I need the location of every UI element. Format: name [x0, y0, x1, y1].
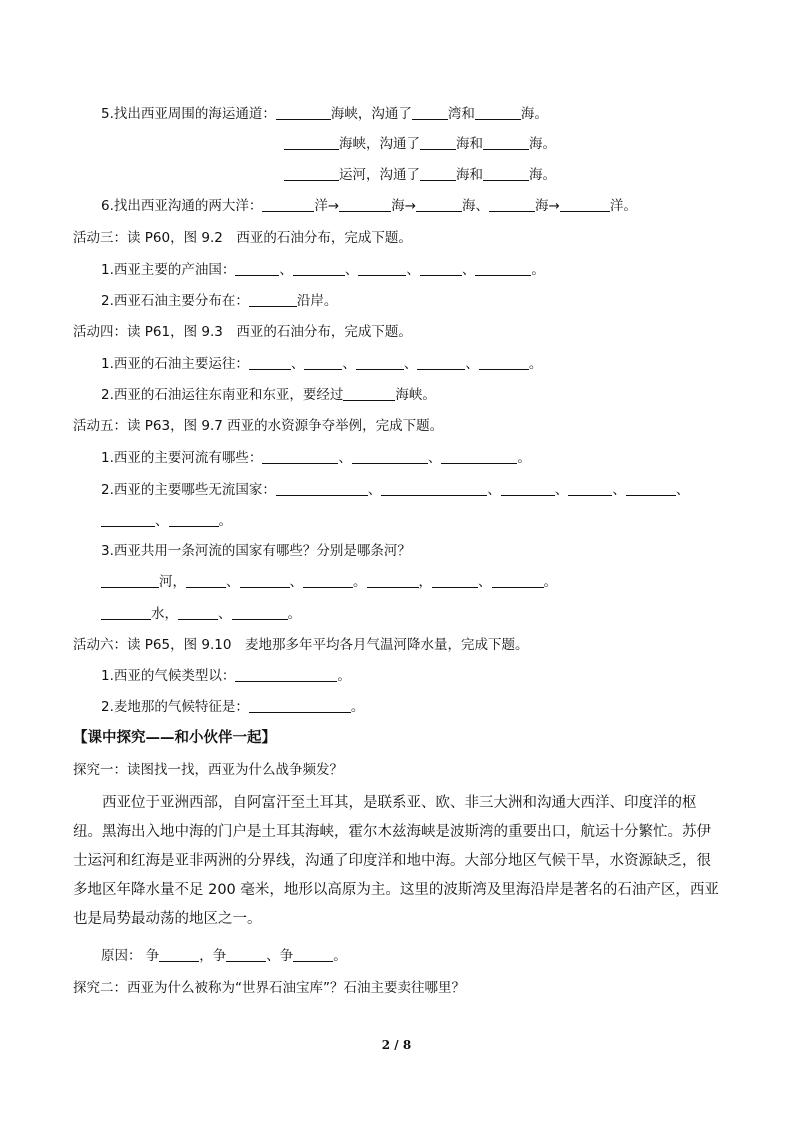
line-text: 、	[612, 482, 626, 498]
line-text: 海。	[529, 167, 556, 183]
line-text: 。	[528, 356, 543, 372]
line-text: 海→	[535, 198, 560, 214]
line-text: 、	[465, 356, 479, 372]
answer-blank[interactable]	[293, 947, 333, 962]
answer-blank[interactable]	[249, 355, 291, 370]
answer-blank[interactable]	[249, 698, 351, 713]
line-text: 河，	[159, 574, 186, 590]
answer-blank[interactable]	[101, 512, 155, 527]
line-text: 。	[531, 262, 545, 278]
line-text: 湾和	[447, 106, 475, 122]
answer-blank[interactable]	[416, 197, 462, 212]
line-text: 2.西亚的主要哪些无流国家：	[101, 482, 276, 498]
answer-blank[interactable]	[101, 605, 151, 620]
line-text: 、	[554, 482, 569, 498]
line-text: 、	[403, 356, 418, 372]
answer-blank[interactable]	[235, 667, 337, 682]
line-text: 洋。	[609, 198, 637, 214]
line-text: 、	[461, 262, 476, 278]
answer-blank[interactable]	[240, 573, 290, 588]
answer-blank[interactable]	[262, 197, 314, 212]
line-text: 3.西亚共用一条河流的国家有哪些？分别是哪条河？	[101, 543, 411, 559]
line-text: 2.麦地那的气候特征是：	[101, 699, 249, 715]
line-text: 。	[333, 948, 347, 964]
activity-5-heading	[73, 416, 443, 436]
line-text: 、争	[266, 948, 294, 964]
activity-4-heading	[73, 322, 412, 342]
line-text: 海峡，沟通了	[330, 106, 412, 122]
line-text: 、	[344, 262, 359, 278]
answer-blank[interactable]	[343, 386, 395, 401]
answer-blank[interactable]	[483, 166, 529, 181]
answer-blank[interactable]	[276, 481, 368, 496]
line-text: 1.西亚主要的产油国：	[101, 262, 236, 278]
line-text: 5.找出西亚周围的海运通道：	[101, 106, 276, 122]
answer-blank[interactable]	[420, 135, 456, 150]
answer-blank[interactable]	[249, 292, 297, 307]
line-text: 活动四：读 P61，图 9.3 西亚的石油分布，完成下题。	[73, 324, 412, 340]
answer-blank[interactable]	[568, 481, 612, 496]
answer-blank[interactable]	[226, 947, 266, 962]
answer-blank[interactable]	[178, 605, 218, 620]
activity-4-q1	[101, 354, 542, 374]
line-text: 、	[155, 513, 169, 529]
explore-1-reason	[101, 946, 347, 966]
line-text: 洋→	[314, 198, 340, 214]
answer-blank[interactable]	[367, 573, 419, 588]
line-text: 海和	[456, 136, 483, 152]
line-text: ，	[418, 574, 432, 590]
line-text: 水，	[151, 606, 178, 622]
line-text: 。	[287, 606, 301, 622]
answer-blank[interactable]	[489, 197, 535, 212]
line-text: 、	[406, 262, 420, 278]
line-text: 活动三：读 P60，图 9.2 西亚的石油分布，完成下题。	[73, 230, 412, 246]
line-text: 、	[290, 356, 305, 372]
answer-blank[interactable]	[276, 105, 331, 120]
answer-blank[interactable]	[235, 261, 279, 276]
line-text: 海和	[456, 167, 483, 183]
answer-blank[interactable]	[159, 947, 199, 962]
line-text: 。	[218, 513, 232, 529]
line-text: 、	[279, 262, 293, 278]
line-text: 、	[226, 574, 240, 590]
line-text: 海。	[529, 136, 556, 152]
answer-blank[interactable]	[304, 355, 342, 370]
answer-blank[interactable]	[169, 512, 219, 527]
section-heading-explore	[73, 728, 276, 748]
q5-sea-routes-row2	[284, 134, 556, 154]
answer-blank[interactable]	[186, 573, 226, 588]
answer-blank[interactable]	[479, 355, 529, 370]
answer-blank[interactable]	[626, 481, 676, 496]
page-number: 2 / 8	[381, 1038, 412, 1052]
activity-5-q1	[101, 448, 531, 468]
answer-blank[interactable]	[352, 449, 428, 464]
activity-5-q2-cont	[101, 511, 232, 531]
explore-1-heading	[73, 760, 343, 780]
line-text: 、	[487, 482, 501, 498]
line-text: 。	[350, 699, 365, 715]
line-text: 原因： 争	[101, 948, 160, 964]
line-text: 1.西亚的气候类型以：	[101, 668, 236, 684]
line-text: 沿岸。	[296, 293, 338, 309]
line-text: 、	[342, 356, 356, 372]
line-text: 。	[337, 668, 351, 684]
line-text: 2.西亚的石油运往东南亚和东亚，要经过	[101, 387, 344, 403]
answer-blank[interactable]	[293, 261, 345, 276]
line-text: 、	[675, 482, 690, 498]
activity-5-q2	[101, 480, 689, 500]
answer-blank[interactable]	[420, 261, 462, 276]
line-text: 探究二：西亚为什么被称为“世界石油宝库”？石油主要卖往哪里？	[73, 980, 465, 996]
line-text: 、	[367, 482, 382, 498]
line-text: 、	[427, 450, 442, 466]
line-text: 海→	[391, 198, 417, 214]
activity-3-heading	[73, 228, 412, 248]
answer-blank[interactable]	[101, 573, 159, 588]
activity-3-q1	[101, 260, 545, 280]
line-text: 探究一：读图找一找，西亚为什么战争频发？	[73, 762, 343, 778]
answer-blank[interactable]	[417, 355, 465, 370]
explore-1-paragraph: 西亚位于亚洲西部，自阿富汗至土耳其，是联系亚、欧、非三大洲和沟通大西洋、印度洋的枢纽。黑海出入地中海的门户是土耳其海峡，霍尔木兹海峡是波斯湾的重要出口，航运十分繁忙。苏伊士运河和红海是亚非两洲的分界线，沟通了印度洋和地中海。大部分地区气候干旱，水资源缺乏，很多地区年降水量不足 200 毫米，地形以高原为主。这里的波斯湾及里海沿岸是著名的石油产区，西亚也是局势最动荡的地区之一。	[73, 795, 719, 927]
line-text: ，争	[199, 948, 227, 964]
line-text: 海、	[462, 198, 490, 214]
answer-blank[interactable]	[232, 605, 288, 620]
line-text: 2.西亚石油主要分布在：	[101, 293, 249, 309]
line-text: 运河，沟通了	[339, 167, 420, 183]
answer-blank[interactable]	[475, 261, 531, 276]
answer-blank[interactable]	[560, 197, 610, 212]
answer-blank[interactable]	[420, 166, 456, 181]
activity-6-q1	[101, 666, 351, 686]
line-text: 活动五：读 P63，图 9.7 西亚的水资源争夺举例，完成下题。	[73, 418, 444, 434]
line-text: 。	[353, 574, 367, 590]
answer-blank[interactable]	[475, 105, 521, 120]
activity-6-heading	[73, 635, 528, 655]
q6-two-oceans	[101, 196, 637, 216]
answer-blank[interactable]	[284, 166, 339, 181]
line-text: 海。	[520, 106, 548, 122]
line-text: 、	[218, 606, 232, 622]
explore-2-heading	[73, 978, 465, 998]
activity-5-q3	[101, 541, 411, 561]
answer-blank[interactable]	[412, 105, 448, 120]
answer-blank[interactable]	[441, 449, 517, 464]
answer-blank[interactable]	[356, 355, 404, 370]
activity-3-q2	[101, 291, 337, 311]
answer-blank[interactable]	[492, 573, 544, 588]
answer-blank[interactable]	[501, 481, 555, 496]
line-text: 海峡，沟通了	[339, 136, 420, 152]
answer-blank[interactable]	[262, 449, 338, 464]
answer-blank[interactable]	[381, 481, 487, 496]
answer-blank[interactable]	[303, 573, 353, 588]
answer-blank[interactable]	[432, 573, 478, 588]
line-text: 1.西亚的石油主要运往：	[101, 356, 249, 372]
line-text: 海峡。	[395, 387, 436, 403]
line-text: 1.西亚的主要河流有哪些：	[101, 450, 263, 466]
q5-sea-routes	[101, 104, 548, 124]
line-text: 。	[543, 574, 557, 590]
activity-5-q3-answer1	[101, 572, 557, 592]
answer-blank[interactable]	[284, 135, 339, 150]
q5-sea-routes-row3	[284, 165, 556, 185]
line-text: 【课中探究——和小伙伴一起】	[73, 730, 276, 746]
line-text: 、	[338, 450, 352, 466]
line-text: 、	[478, 574, 492, 590]
line-text: 活动六：读 P65，图 9.10 麦地那多年平均各月气温河降水量，完成下题。	[73, 637, 529, 653]
activity-4-q2	[101, 385, 436, 405]
answer-blank[interactable]	[339, 197, 391, 212]
line-text: 、	[289, 574, 303, 590]
line-text: 。	[517, 450, 531, 466]
activity-6-q2	[101, 697, 364, 717]
answer-blank[interactable]	[358, 261, 406, 276]
answer-blank[interactable]	[483, 135, 529, 150]
activity-5-q3-answer2	[101, 604, 301, 624]
line-text: 6.找出西亚沟通的两大洋：	[101, 198, 263, 214]
